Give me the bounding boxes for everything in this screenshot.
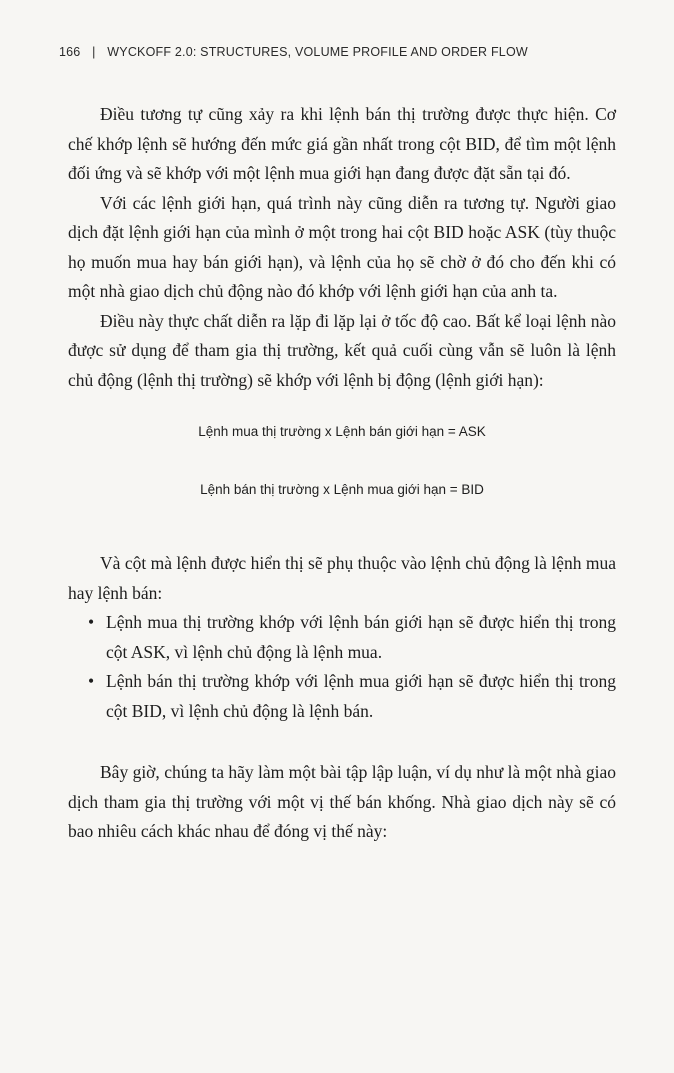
formula-sell-market: Lệnh bán thị trường x Lệnh mua giới hạn = BID — [200, 482, 484, 497]
paragraph-1: Điều tương tự cũng xảy ra khi lệnh bán thị trường được thực hiện. Cơ chế khớp lệnh sẽ hướng đến mức giá gần nhất trong cột BID, để tìm một lệnh đối ứng và sẽ khớp với một lệnh mua giới hạn đang được đặt sẵn tại đó. — [68, 104, 616, 183]
paragraph-4: Và cột mà lệnh được hiển thị sẽ phụ thuộc vào lệnh chủ động là lệnh mua hay lệnh bán: — [68, 553, 616, 603]
formula-buy-market: Lệnh mua thị trường x Lệnh bán giới hạn = ASK — [198, 424, 486, 439]
bullet-item-ask — [68, 608, 616, 667]
paragraph-2: Với các lệnh giới hạn, quá trình này cũng diễn ra tương tự. Người giao dịch đặt lệnh giới hạn của mình ở một trong hai cột BID hoặc ASK (tùy thuộc họ muốn mua hay bán giới hạn), và lệnh của họ sẽ chờ ở đó cho đến khi có một nhà giao dịch chủ động nào đó khớp với lệnh giới hạn của anh ta. — [68, 192, 616, 301]
paragraph-5: Bây giờ, chúng ta hãy làm một bài tập lập luận, ví dụ như là một nhà giao dịch tham gia thị trường với một vị thế bán khống. Nhà giao dịch này sẽ có bao nhiêu cách khác nhau để đóng vị thế này: — [68, 762, 616, 841]
page-body — [68, 100, 616, 847]
running-header — [59, 45, 528, 59]
bullet-list — [68, 608, 616, 726]
book-title: WYCKOFF 2.0: STRUCTURES, VOLUME PROFILE AND ORDER FLOW — [107, 45, 528, 59]
bullet-text: Lệnh bán thị trường khớp với lệnh mua giới hạn sẽ được hiển thị trong cột BID, vì lệnh chủ động là lệnh bán. — [106, 671, 616, 721]
bullet-dot-icon: • — [88, 612, 95, 632]
header-separator: | — [92, 45, 96, 59]
paragraph-3: Điều này thực chất diễn ra lặp đi lặp lại ở tốc độ cao. Bất kể loại lệnh nào được sử dụng để tham gia thị trường, kết quả cuối cùng vẫn sẽ luôn là lệnh chủ động (lệnh thị trường) sẽ khớp với lệnh bị động (lệnh giới hạn): — [68, 310, 616, 390]
page-number: 166 — [59, 45, 81, 59]
bullet-text: Lệnh mua thị trường khớp với lệnh bán giới hạn sẽ được hiển thị trong cột ASK, vì lệnh chủ động là lệnh mua. — [106, 612, 616, 662]
bullet-item-bid — [68, 667, 616, 726]
formula-block — [68, 395, 616, 515]
bullet-dot-icon: • — [88, 671, 95, 691]
